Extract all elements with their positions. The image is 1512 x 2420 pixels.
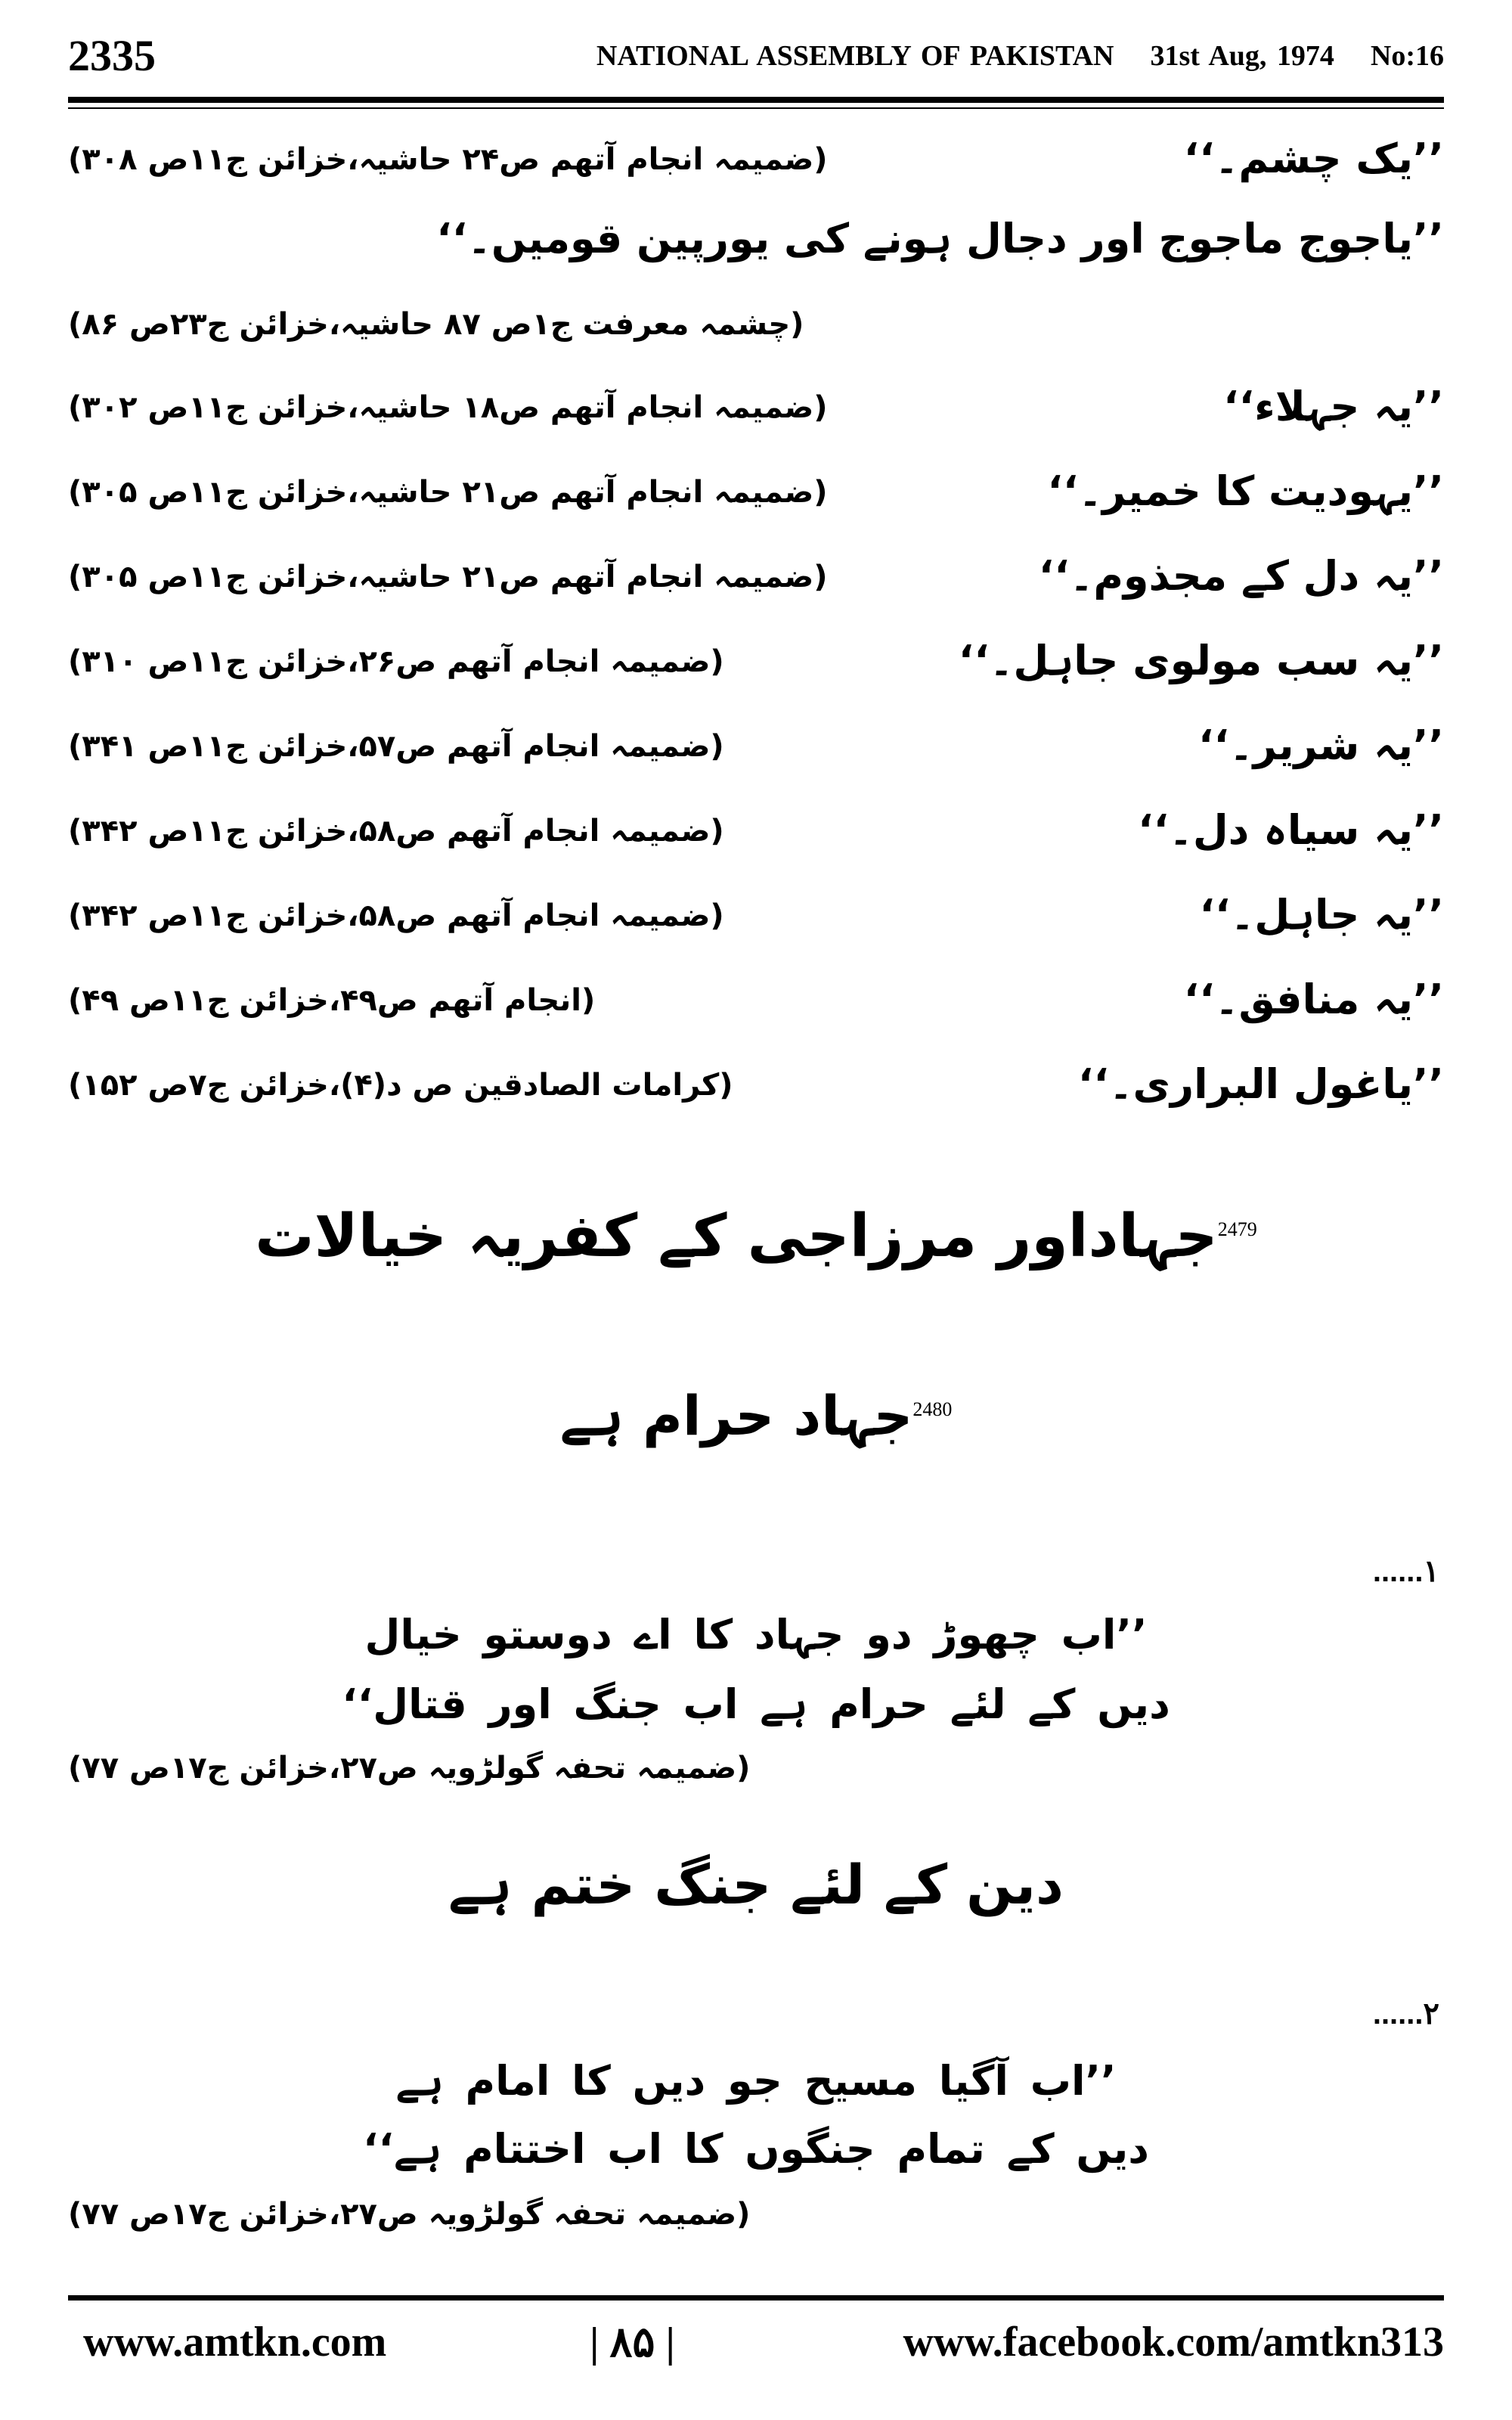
epithet-reference: (چشمہ معرفت ج۱ص ۸۷ حاشیہ،خزائن ج۲۳ص ۸۶) <box>68 307 804 342</box>
verse-2-citation: (ضمیمہ تحفہ گولڑویہ ص۲۷،خزائن ج۱۷ص ۷۷) <box>68 2197 751 2232</box>
item-number-2: ۲...... <box>1372 1997 1439 2031</box>
verse-2-line-1: ’’اب آگیا مسیح جو دیں کا امام ہے <box>395 2057 1117 2105</box>
epithet-quote: ’’یہ جاہل۔‘‘ <box>1199 891 1444 939</box>
epithet-reference: (کرامات الصادقین ص د(۴)،خزائن ج۷ص ۱۵۲) <box>68 1068 733 1103</box>
verse-2-line-2: دیں کے تمام جنگوں کا اب اختتام ہے‘‘ <box>363 2125 1149 2173</box>
epithet-reference: (ضمیمہ انجام آتھم ص۵۸،خزائن ج۱۱ص ۳۴۲) <box>68 814 724 849</box>
epithet-quote: ’’یہ منافق۔‘‘ <box>1183 976 1444 1023</box>
epithet-reference: (ضمیمہ انجام آتھم ص۱۸ حاشیہ،خزائن ج۱۱ص ۳۰۲) <box>68 390 828 425</box>
list-item <box>68 623 1444 708</box>
header-rule-thick <box>68 97 1444 103</box>
website-link[interactable]: www.amtkn.com <box>83 2319 387 2366</box>
subheading-text: جہاد حرام ہے <box>559 1384 913 1447</box>
assembly-name: NATIONAL ASSEMBLY OF PAKISTAN <box>596 40 1114 72</box>
epithet-reference: (ضمیمہ انجام آتھم ص۲۱ حاشیہ،خزائن ج۱۱ص ۳۰۵) <box>68 560 828 594</box>
epithet-reference: (انجام آتھم ص۴۹،خزائن ج۱۱ص ۴۹) <box>68 983 596 1018</box>
epithet-quote: ’’یہ دل کے مجذوم۔‘‘ <box>1038 552 1444 600</box>
verse-1-citation: (ضمیمہ تحفہ گولڑویہ ص۲۷،خزائن ج۱۷ص ۷۷) <box>68 1751 751 1786</box>
footnote-marker-2480: 2480 <box>912 1398 953 1420</box>
epithet-reference: (ضمیمہ انجام آتھم ص۲۴ حاشیہ،خزائن ج۱۱ص ۳۰۸) <box>68 142 828 177</box>
list-item <box>68 708 1444 793</box>
epithet-quote: ’’یہ سب مولوی جاہل۔‘‘ <box>958 637 1444 684</box>
list-item <box>68 877 1444 962</box>
epithet-list <box>68 121 1444 1131</box>
epithet-quote: ’’یہ شریر۔‘‘ <box>1198 721 1444 769</box>
epithet-quote: ’’یہودیت کا خمیر۔‘‘ <box>1047 467 1444 515</box>
facebook-link[interactable]: www.facebook.com/amtkn313 <box>903 2319 1444 2366</box>
page-header <box>68 30 1444 91</box>
list-item <box>68 1047 1444 1131</box>
list-item <box>68 454 1444 538</box>
epithet-quote: ’’یاجوج ماجوج اور دجال ہونے کی یورپین قومیں۔‘‘ <box>436 215 1444 262</box>
epithet-quote: ’’یاغول البراری۔‘‘ <box>1077 1060 1444 1108</box>
verse-1-line-2: دیں کے لئے حرام ہے اب جنگ اور قتال‘‘ <box>342 1680 1170 1728</box>
header-title <box>596 39 1444 73</box>
list-item <box>68 121 1444 206</box>
list-item <box>68 206 1444 290</box>
footer-page-number: | ۸۵ | <box>590 2319 675 2366</box>
list-item <box>68 793 1444 877</box>
page-footer <box>68 2318 1444 2386</box>
issue-number: No:16 <box>1370 40 1444 72</box>
subheading-text: دین کے لئے جنگ ختم ہے <box>448 1853 1064 1916</box>
list-item <box>68 369 1444 454</box>
list-item <box>68 962 1444 1047</box>
epithet-quote: ’’یک چشم۔‘‘ <box>1183 135 1444 182</box>
epithet-reference: (ضمیمہ انجام آتھم ص۵۷،خزائن ج۱۱ص ۳۴۱) <box>68 729 724 764</box>
section-heading-jihad <box>68 1202 1444 1270</box>
verse-1-line-1: ’’اب چھوڑ دو جہاد کا اے دوستو خیال <box>364 1611 1148 1658</box>
list-item <box>68 290 1444 369</box>
header-rule-thin <box>68 107 1444 109</box>
list-item <box>68 538 1444 623</box>
epithet-reference: (ضمیمہ انجام آتھم ص۲۱ حاشیہ،خزائن ج۱۱ص ۳۰۵) <box>68 475 828 510</box>
item-number-1: ۱...... <box>1372 1555 1439 1588</box>
epithet-quote: ’’یہ سیاہ دل۔‘‘ <box>1138 806 1444 854</box>
section-heading-text: جہاداور مرزاجی کے کفریہ خیالات <box>255 1202 1218 1270</box>
epithet-reference: (ضمیمہ انجام آتھم ص۵۸،خزائن ج۱۱ص ۳۴۲) <box>68 898 724 933</box>
epithet-quote: ’’یہ جہلاء‘‘ <box>1223 383 1444 430</box>
session-date: 31st Aug, 1974 <box>1150 40 1334 72</box>
page-number: 2335 <box>68 31 156 80</box>
epithet-reference: (ضمیمہ انجام آتھم ص۲۶،خزائن ج۱۱ص ۳۱۰) <box>68 644 724 679</box>
subheading-jihad-haram <box>68 1384 1444 1447</box>
subheading-war-ended <box>68 1853 1444 1916</box>
footnote-marker-2479: 2479 <box>1217 1218 1257 1240</box>
footer-rule <box>68 2295 1444 2301</box>
